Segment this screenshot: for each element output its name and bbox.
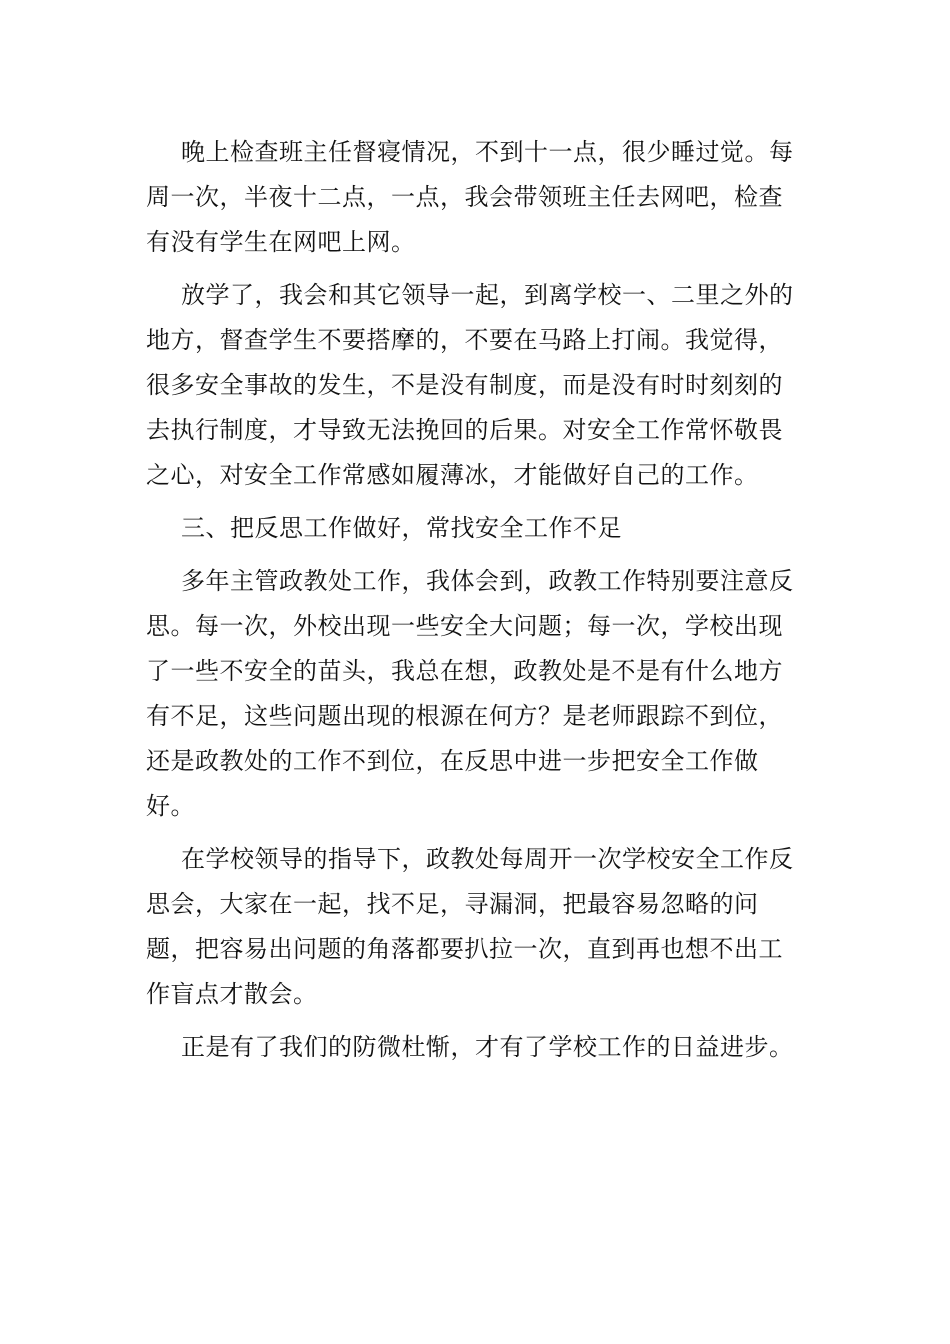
section-heading-reflection: 三、把反思工作做好，常找安全工作不足 [181, 514, 622, 542]
paragraph-reflection-experience: 多年主管政教处工作，我体会到，政教工作特别要注意反思。每一次，外校出现一些安全大问题；每一次，学校出现了一些不安全的苗头，我总在想，政教处是不是有什么地方有不足，这些问题出现的根源在何方？是老师跟踪不到位，还是政教处的工作不到位，在反思中进一步把安全工作做好。 [146, 567, 794, 820]
paragraph-weekly-meeting: 在学校领导的指导下，政教处每周开一次学校安全工作反思会，大家在一起，找不足，寻漏洞，把最容易忽略的问题，把容易出问题的角落都要扒拉一次，直到再也想不出工作盲点才散会。 [146, 845, 794, 1008]
document-body [146, 130, 806, 1078]
paragraph-conclusion: 正是有了我们的防微杜惭，才有了学校工作的日益进步。 [181, 1033, 794, 1061]
paragraph-dorm-inspection: 晚上检查班主任督寝情况，不到十一点，很少睡过觉。每周一次，半夜十二点，一点，我会带领班主任去网吧，检查有没有学生在网吧上网。 [146, 138, 794, 256]
paragraph-after-school-patrol: 放学了，我会和其它领导一起，到离学校一、二里之外的地方，督查学生不要搭摩的，不要在马路上打闹。我觉得，很多安全事故的发生，不是没有制度，而是没有时时刻刻的去执行制度，才导致无法挽回的后果。对安全工作常怀敬畏之心，对安全工作常感如履薄冰，才能做好自己的工作。 [146, 281, 794, 489]
